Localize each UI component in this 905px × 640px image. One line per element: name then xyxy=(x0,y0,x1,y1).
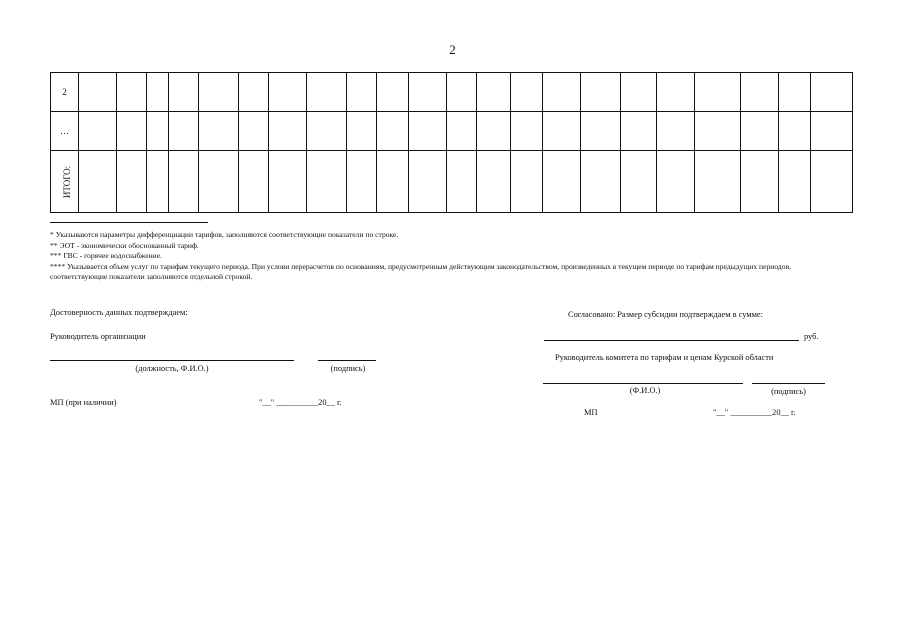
table-cell xyxy=(657,112,695,151)
table-cell xyxy=(779,73,811,112)
table-cell xyxy=(269,73,307,112)
table-cell xyxy=(199,151,239,213)
row-label-cell xyxy=(51,112,79,151)
table-cell xyxy=(621,112,657,151)
table-cell xyxy=(199,73,239,112)
table-cell xyxy=(657,73,695,112)
row-label-cell xyxy=(51,151,79,213)
page-number: 2 xyxy=(449,42,456,57)
table-cell xyxy=(543,73,581,112)
table-cell xyxy=(811,112,853,151)
committee-date-field: "__" __________20__ г. xyxy=(713,408,796,417)
table-cell xyxy=(741,112,779,151)
table-cell xyxy=(117,112,147,151)
table-cell xyxy=(347,112,377,151)
table-cell xyxy=(377,73,409,112)
committee-signature-caption: (подпись) xyxy=(771,387,806,396)
name-caption: (Ф.И.О.) xyxy=(629,386,661,395)
table-cell xyxy=(307,112,347,151)
stamp-label: МП (при наличии) xyxy=(50,398,117,407)
table-cell xyxy=(511,112,543,151)
table-cell xyxy=(347,73,377,112)
committee-head-label: Руководитель комитета по тарифам и ценам Курской области xyxy=(555,353,774,362)
table-cell xyxy=(307,73,347,112)
table-cell xyxy=(741,151,779,213)
table-cell xyxy=(621,73,657,112)
table-cell xyxy=(269,112,307,151)
row-label: 2 xyxy=(62,87,67,97)
table-cell xyxy=(307,151,347,213)
table-row xyxy=(51,151,853,213)
footnote-1: * Указываются параметры дифференциации тарифов, заполняются соответствующие показатели по строке. xyxy=(50,230,399,239)
table-cell xyxy=(477,112,511,151)
data-table xyxy=(50,72,853,213)
table-cell xyxy=(511,151,543,213)
table-cell xyxy=(147,112,169,151)
table-cell xyxy=(581,73,621,112)
table-cell xyxy=(477,151,511,213)
table-cell xyxy=(79,73,117,112)
table-cell xyxy=(239,151,269,213)
footnote-separator xyxy=(50,222,208,223)
footnotes xyxy=(50,230,830,283)
table-cell xyxy=(409,112,447,151)
table-cell xyxy=(117,73,147,112)
name-line xyxy=(543,383,743,384)
table-cell xyxy=(695,112,741,151)
table-cell xyxy=(779,112,811,151)
table-cell xyxy=(621,151,657,213)
footnote-3: *** ГВС - горячее водоснабжение. xyxy=(50,251,162,260)
table-cell xyxy=(581,151,621,213)
table-cell xyxy=(695,73,741,112)
table-cell xyxy=(811,151,853,213)
signature-caption: (подпись) xyxy=(330,364,366,373)
table-cell xyxy=(543,151,581,213)
table-cell xyxy=(169,73,199,112)
table-cell xyxy=(377,151,409,213)
table-cell xyxy=(117,151,147,213)
committee-signature-line xyxy=(752,383,825,384)
signature-line xyxy=(318,360,376,361)
position-caption: (должность, Ф.И.О.) xyxy=(135,364,209,373)
table-cell xyxy=(147,151,169,213)
table-cell xyxy=(409,73,447,112)
table-cell xyxy=(695,151,741,213)
table-cell xyxy=(409,151,447,213)
row-label: ИТОГО: xyxy=(62,165,73,198)
amount-line xyxy=(544,340,799,341)
table-cell xyxy=(79,151,117,213)
table-cell xyxy=(347,151,377,213)
table-cell xyxy=(199,112,239,151)
footnote-2: ** ЭОТ - экономически обоснованный тариф. xyxy=(50,240,199,250)
agreed-text: Согласовано: Размер субсидии подтверждаем в сумме: xyxy=(568,310,763,319)
table-cell xyxy=(741,73,779,112)
table-cell xyxy=(447,151,477,213)
table-cell xyxy=(657,151,695,213)
footnote-4: **** Указывается объем услуг по тарифам текущего периода. При услови перерасчетов по основаниям, предусмотренным действующим законодательством, произведенных в текущем периоде по тарифам предыдущих периодов, соответствующие показатели заполняются отдельной строкой. xyxy=(50,261,792,281)
table-cell xyxy=(543,112,581,151)
table-row xyxy=(51,112,853,151)
table-cell xyxy=(779,151,811,213)
table-cell xyxy=(239,73,269,112)
table-cell xyxy=(477,73,511,112)
table-cell xyxy=(269,151,307,213)
confirm-text: Достоверность данных подтверждаем: xyxy=(50,308,188,317)
committee-stamp-label: МП xyxy=(584,408,598,417)
table-cell xyxy=(511,73,543,112)
position-line xyxy=(50,360,294,361)
table-cell xyxy=(239,112,269,151)
table-cell xyxy=(811,73,853,112)
table-cell xyxy=(447,112,477,151)
table-cell xyxy=(147,73,169,112)
row-label-cell xyxy=(51,73,79,112)
org-head-label: Руководитель организации xyxy=(50,332,146,341)
table-cell xyxy=(79,112,117,151)
table-cell xyxy=(377,112,409,151)
table-row xyxy=(51,73,853,112)
row-label: … xyxy=(60,126,69,136)
table-cell xyxy=(169,112,199,151)
table-cell xyxy=(447,73,477,112)
table-cell xyxy=(581,112,621,151)
table-cell xyxy=(169,151,199,213)
currency-label: руб. xyxy=(804,332,819,341)
date-field: "__" __________20__ г. xyxy=(259,398,342,407)
